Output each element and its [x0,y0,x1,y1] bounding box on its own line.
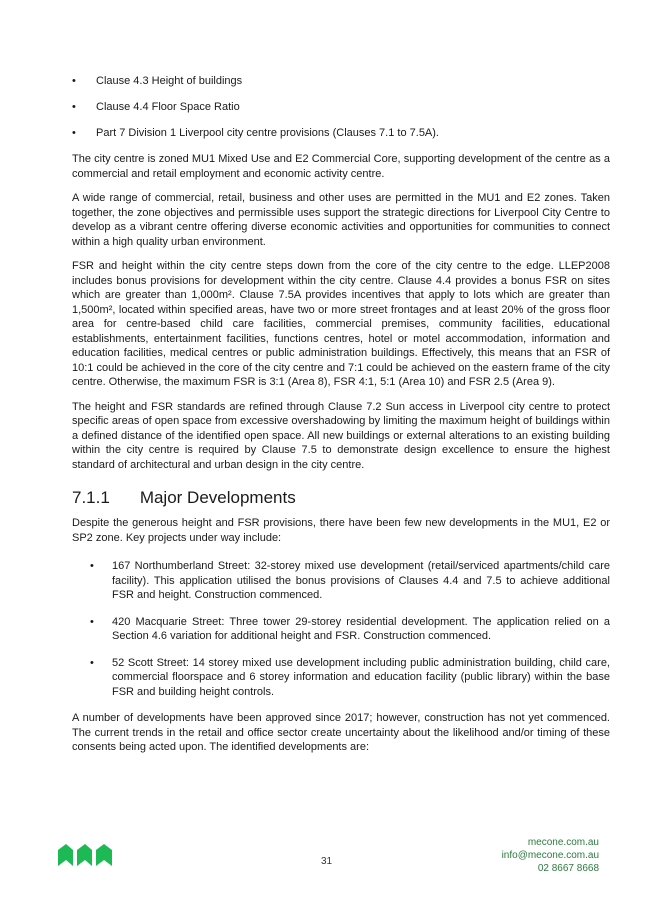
project-list [90,559,610,699]
page-number: 31 [320,856,333,867]
paragraph: The height and FSR standards are refined through Clause 7.2 Sun access in Liverpool city centre to protect specific areas of open space from excessive overshadowing by limiting the maximum height of buildings within a defined distance of the identified open space. All new buildings or external alterations to an existing building within the city centre is required by Clause 7.5 to demonstrate design excellence to ensure the highest standard of architectural and urban design in the city centre. [72,400,610,471]
list-item: • Part 7 Division 1 Liverpool city centre provisions (Clauses 7.1 to 7.5A). [72,126,610,140]
list-item: • 52 Scott Street: 14 storey mixed use development including public administration building, child care, commercial floorspace and 6 storey information and education facility (public library) within the base FSR and building height controls. [90,656,610,700]
website-link[interactable]: mecone.com.au [527,837,599,848]
contact-block [502,836,599,875]
paragraph: FSR and height within the city centre steps down from the core of the city centre to the edge. LLEP2008 includes bonus provisions for development within the city centre. Clause 4.4 provides a bonus FSR on sites which are greater than 1,000m². Clause 7.5A provides incentives that apply to lots which are greater than 1,500m², located within specified areas, have two or more street frontages and at least 20% of the gross floor area for centre-based child care facilities, commercial premises, community facilities, educational establishments, entertainment facilities, functions centres, hotel or motel accommodation, information and education facilities, medical centres or public administration buildings. Effectively, this means that an FSR of 10:1 could be achieved in the core of the city centre and 7:1 could be achieved on the eastern frame of the city centre. Otherwise, the maximum FSR is 3:1 (Area 8), FSR 4:1, 5:1 (Area 10) and FSR 2.5 (Area 9). [72,260,610,388]
page-content [72,74,610,765]
section-number: 7.1.1 [72,488,110,507]
clause-list [72,74,610,140]
list-item: • 420 Macquarie Street: Three tower 29-storey residential development. The application relied on a Section 4.6 variation for additional height and FSR. Construction commenced. [90,615,610,644]
section-heading [72,488,610,508]
paragraph: A wide range of commercial, retail, business and other uses are permitted in the MU1 and E2 zones. Taken together, the zone objectives and permissible uses support the strategic directions for Liverpool City Centre to develop as a vibrant centre offering diverse economic activities and opportunities for communities to connect within a high quality urban environment. [72,192,610,248]
phone-number: 02 8667 8668 [537,863,599,874]
list-item: • 167 Northumberland Street: 32-storey mixed use development (retail/serviced apartments/child care facility). This application utilised the bonus provisions of Clauses 4.4 and 7.5 to achieve additional FSR and height. Construction commenced. [90,559,610,603]
list-item: • Clause 4.3 Height of buildings [72,74,610,88]
email-link[interactable]: info@mecone.com.au [501,850,599,861]
section-intro: Despite the generous height and FSR provisions, there have been few new developments in the MU1, E2 or SP2 zone. Key projects under way include: [72,517,610,544]
paragraph: The city centre is zoned MU1 Mixed Use and E2 Commercial Core, supporting development of the centre as a commercial and retail employment and economic activity centre. [72,153,610,180]
list-item: • Clause 4.4 Floor Space Ratio [72,100,610,114]
closing-paragraph: A number of developments have been approved since 2017; however, construction has not yet commenced. The current trends in the retail and office sector create uncertainty about the likelihood and/or timing of these consents being acted upon. The identified developments are: [72,712,610,753]
section-title: Major Developments [139,488,296,507]
